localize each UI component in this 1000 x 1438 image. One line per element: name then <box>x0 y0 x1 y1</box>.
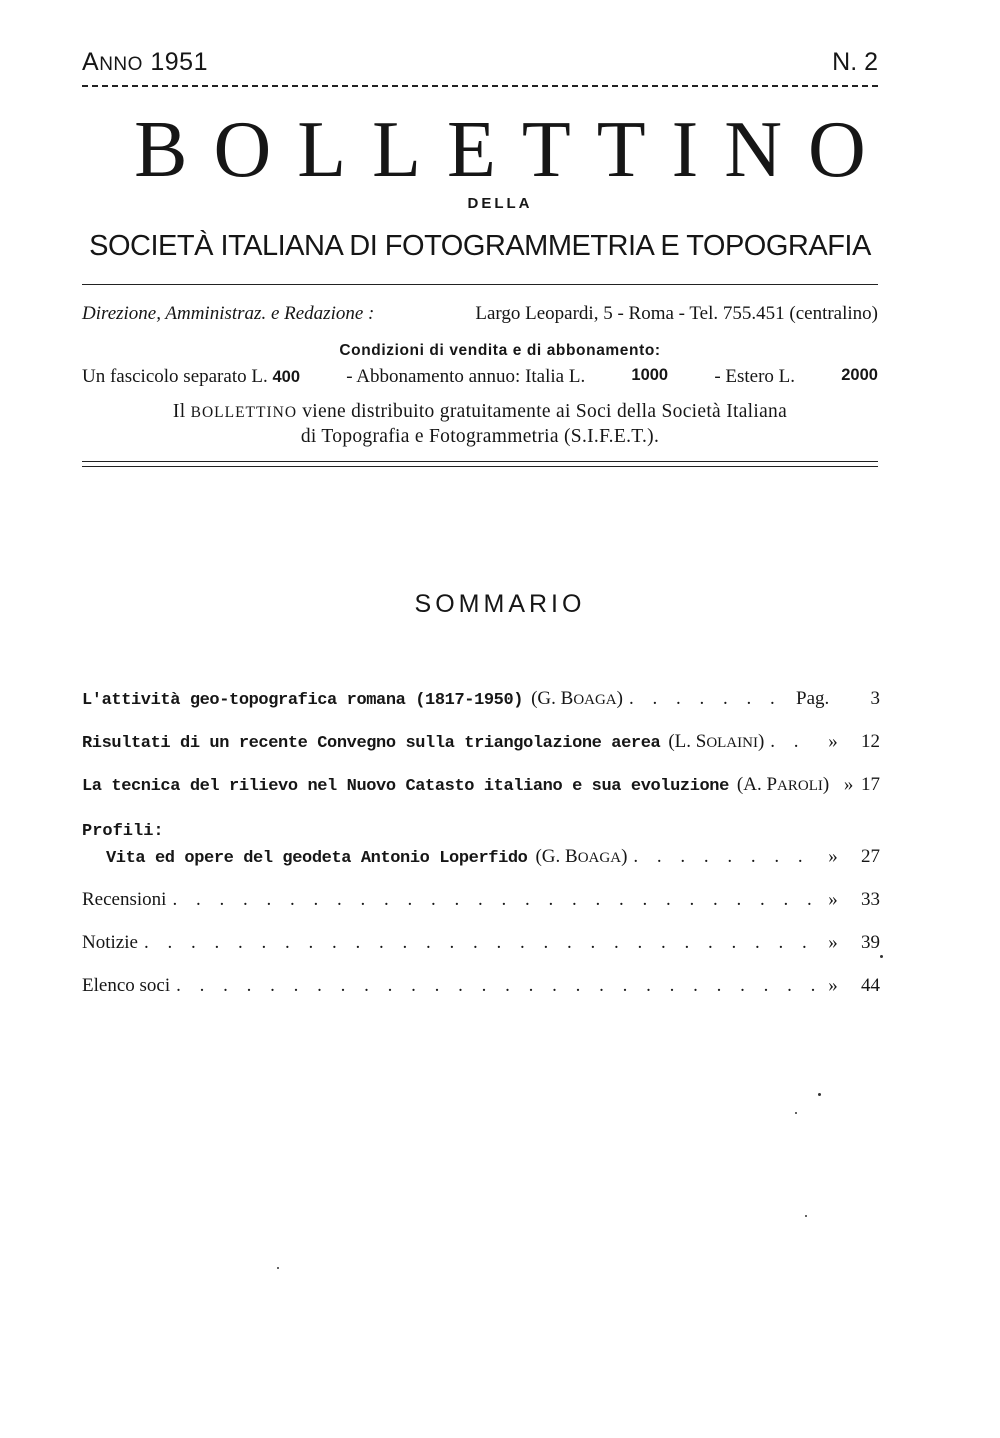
toc-page-number: 3 <box>870 688 880 709</box>
sommario-heading: SOMMARIO <box>414 590 586 618</box>
toc-entry[interactable] <box>82 731 880 759</box>
issue-line <box>82 48 878 88</box>
scan-speck <box>795 1112 797 1114</box>
direzione-address: Largo Leopardi, 5 - Roma - Tel. 755.451 (centralino) <box>475 303 878 324</box>
ditto-mark: » <box>828 731 838 752</box>
toc-page-number: 12 <box>861 731 880 752</box>
toc-entry[interactable] <box>82 975 880 1003</box>
toc-entry-author: (A. PAROLI) <box>736 774 830 795</box>
price-line: Un fascicolo separato L. 400 - Abbonamento annuo: Italia L. 1000 - Estero L. 2000 <box>82 366 878 387</box>
toc-entry-title: La tecnica del rilievo nel Nuovo Catasto italiano e sua evoluzione <box>82 777 729 796</box>
toc-entry-author: (G. BOAGA) <box>535 846 628 867</box>
toc-entry-title: Recensioni <box>82 889 167 910</box>
issue-number: N. 2 <box>832 48 878 76</box>
toc-page-number: 33 <box>861 889 880 910</box>
ditto-mark: » <box>828 889 838 910</box>
distribution-note-line2: di Topografia e Fotogrammetria (S.I.F.E.T.). <box>300 426 660 447</box>
scan-speck <box>818 1093 821 1096</box>
toc-entry-author: (L. SOLAINI) <box>668 731 765 752</box>
dot-leader <box>629 688 790 710</box>
top-divider <box>82 85 878 87</box>
toc-entry-title: Elenco soci <box>82 975 171 996</box>
toc-entry-title: Vita ed opere del geodeta Antonio Loperfido <box>106 849 528 868</box>
ditto-mark: » <box>828 932 838 953</box>
journal-title: BOLLETTINO <box>134 106 892 194</box>
ditto-mark: » <box>843 774 854 795</box>
dot-leader <box>633 846 816 868</box>
direzione-label: Direzione, Amministraz. e Redazione : <box>82 303 375 324</box>
toc-entry[interactable] <box>82 932 880 960</box>
toc-entry-title: L'attività geo-topografica romana (1817-1950) <box>82 691 524 710</box>
scan-speck <box>277 1267 279 1269</box>
toc-page-number: 39 <box>861 932 880 953</box>
distribution-note-line1: Il BOLLETTINO viene distribuito gratuitamente ai Soci della Società Italiana <box>172 401 788 422</box>
toc-page-number: 27 <box>861 846 880 867</box>
double-divider <box>82 461 878 467</box>
society-name: SOCIETÀ ITALIANA DI FOTOGRAMMETRIA E TOPOGRAFIA <box>89 230 871 262</box>
toc-entry[interactable] <box>82 688 880 716</box>
scan-speck <box>805 1215 807 1217</box>
dot-leader <box>176 975 816 997</box>
header-divider <box>82 284 878 285</box>
toc-entry-title: Risultati di un recente Convegno sulla triangolazione aerea <box>82 734 661 753</box>
dot-leader <box>770 731 816 753</box>
profili-heading: Profili: <box>82 822 164 841</box>
toc-entry[interactable] <box>106 846 880 874</box>
issue-year: ANNO 1951 <box>82 48 208 76</box>
toc-entry-author: (G. BOAGA) <box>531 688 623 709</box>
dot-leader <box>172 889 816 911</box>
toc-entry[interactable] <box>82 774 880 802</box>
toc-page-label: Pag. <box>796 688 830 709</box>
journal-subtitle-della: DELLA <box>467 195 533 212</box>
ditto-mark: » <box>828 846 838 867</box>
sale-conditions-heading: Condizioni di vendita e di abbonamento: <box>339 342 661 359</box>
toc-page-number: 17 <box>861 774 880 795</box>
dot-leader <box>144 932 816 954</box>
scan-speck <box>880 955 883 958</box>
toc-entry[interactable] <box>82 889 880 917</box>
toc-entry-title: Notizie <box>82 932 138 953</box>
toc-page-number: 44 <box>861 975 880 996</box>
editorial-address <box>82 303 878 325</box>
ditto-mark: » <box>828 975 838 996</box>
